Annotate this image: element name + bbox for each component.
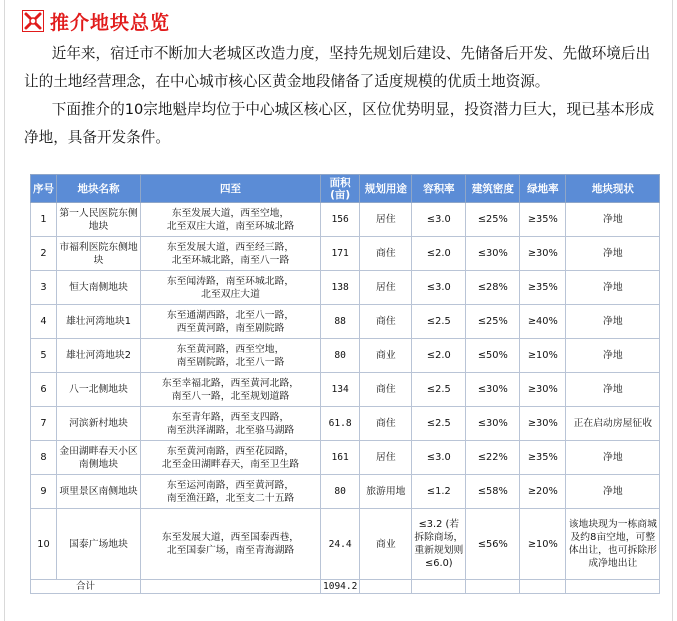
cell-area: 138 (321, 271, 360, 305)
cell-density: ≤28% (466, 271, 520, 305)
cell-total-empty (360, 580, 412, 594)
cell-bounds-line2: 南至渔汪路，北至支二十五路 (166, 492, 295, 504)
section-header (22, 8, 170, 34)
cell-density: ≤56% (466, 509, 520, 580)
cell-bounds (141, 373, 321, 407)
cell-green: ≥35% (520, 271, 566, 305)
cell-bounds-line2: 北至环城北路，南至八一路 (171, 254, 290, 266)
cell-green: ≥10% (520, 339, 566, 373)
cell-green: ≥35% (520, 203, 566, 237)
cell-bounds (141, 441, 321, 475)
cell-green: ≥40% (520, 305, 566, 339)
cell-density: ≤58% (466, 475, 520, 509)
cell-green: ≥30% (520, 237, 566, 271)
table-row (31, 475, 660, 509)
table-row (31, 271, 660, 305)
cell-total-empty (520, 580, 566, 594)
cell-no: 9 (31, 475, 57, 509)
cell-total-empty (466, 580, 520, 594)
cell-density: ≤30% (466, 373, 520, 407)
cell-no: 1 (31, 203, 57, 237)
header-area (321, 175, 360, 203)
cell-area: 80 (321, 339, 360, 373)
cell-density: ≤22% (466, 441, 520, 475)
cell-far: ≤1.2 (412, 475, 466, 509)
cell-bounds-line1: 东至青年路，西至支四路， (171, 411, 290, 423)
cell-use: 商业 (360, 509, 412, 580)
intro-paragraph-1: 近年来，宿迁市不断加大老城区改造力度，坚持先规划后建设、先储备后开发、先做环境后出让的土地经营理念，在中心城市核心区黄金地段储备了适度规模的优质土地资源。 (24, 45, 651, 90)
cell-area: 80 (321, 475, 360, 509)
cell-name: 项里景区南侧地块 (57, 475, 141, 509)
cell-density: ≤30% (466, 407, 520, 441)
cell-bounds-line2: 北至国泰广场，南至青海湖路 (166, 545, 295, 556)
cell-area: 161 (321, 441, 360, 475)
cell-status: 净地 (566, 475, 660, 509)
cell-far: ≤2.5 (412, 373, 466, 407)
intro-paragraph-2: 下面推介的10宗地魁岸均位于中心城区核心区，区位优势明显，投资潜力巨大，现已基本形成净地，具备开发条件。 (24, 101, 655, 146)
cell-area: 134 (321, 373, 360, 407)
cell-density: ≤50% (466, 339, 520, 373)
cell-bounds-line1: 东至发展大道，西至空地， (171, 207, 290, 219)
cell-total-empty (412, 580, 466, 594)
cell-bounds-line2: 北至双庄大道，南至环城北路 (166, 220, 295, 232)
cell-area: 171 (321, 237, 360, 271)
cell-total-label: 合计 (31, 580, 141, 594)
cell-bounds-line1: 东至运河南路，西至黄河路， (166, 479, 295, 491)
table-row (31, 373, 660, 407)
cell-name: 金田湖畔春天小区南侧地块 (57, 441, 141, 475)
cell-use: 商住 (360, 407, 412, 441)
cell-use: 旅游用地 (360, 475, 412, 509)
header-status: 地块现状 (566, 175, 660, 203)
cell-use: 商住 (360, 237, 412, 271)
cell-no: 5 (31, 339, 57, 373)
cell-no: 10 (31, 509, 57, 580)
cell-status: 正在启动房屋征收 (566, 407, 660, 441)
cell-far: ≤2.5 (412, 305, 466, 339)
cell-bounds-line1: 东至黄河路，西至空地， (176, 343, 285, 355)
cell-use: 商住 (360, 305, 412, 339)
header-area-line2: (亩) (330, 188, 351, 201)
cell-bounds (141, 339, 321, 373)
table-header-row (31, 175, 660, 203)
cell-bounds (141, 305, 321, 339)
cell-bounds-line2: 南至洪泽湖路，北至骆马湖路 (166, 424, 295, 436)
cell-name: 第一人民医院东侧地块 (57, 203, 141, 237)
cell-density: ≤30% (466, 237, 520, 271)
cell-far: ≤3.0 (412, 203, 466, 237)
red-x-icon (22, 10, 44, 32)
cell-use: 商住 (360, 373, 412, 407)
cell-bounds-line1: 东至发展大道，西至经三路， (166, 241, 295, 253)
header-far: 容积率 (412, 175, 466, 203)
cell-bounds-line1: 东至发展大道，西至国泰西巷， (161, 532, 300, 543)
cell-area: 156 (321, 203, 360, 237)
cell-green: ≥30% (520, 373, 566, 407)
cell-no: 4 (31, 305, 57, 339)
cell-area: 61.8 (321, 407, 360, 441)
land-table (30, 174, 660, 594)
header-green: 绿地率 (520, 175, 566, 203)
cell-name: 八一北侧地块 (57, 373, 141, 407)
table-row (31, 203, 660, 237)
cell-total-area: 1094.2 (321, 580, 360, 594)
cell-bounds (141, 237, 321, 271)
cell-bounds-line1: 东至幸福北路，西至黄河北路， (161, 377, 300, 389)
cell-far: ≤2.0 (412, 339, 466, 373)
cell-name: 河滨新村地块 (57, 407, 141, 441)
cell-status: 净地 (566, 271, 660, 305)
cell-bounds (141, 407, 321, 441)
cell-use: 商业 (360, 339, 412, 373)
cell-area: 24.4 (321, 509, 360, 580)
cell-green: ≥30% (520, 407, 566, 441)
cell-green: ≥20% (520, 475, 566, 509)
cell-bounds-line2: 北至双庄大道 (201, 288, 260, 300)
cell-total-empty (566, 580, 660, 594)
cell-density: ≤25% (466, 203, 520, 237)
cell-bounds-line1: 东至通湖西路，北至八一路， (166, 309, 295, 321)
cell-far: ≤2.0 (412, 237, 466, 271)
cell-name: 雄壮河湾地块2 (57, 339, 141, 373)
table-row (31, 305, 660, 339)
table-total-row (31, 580, 660, 594)
cell-use: 居住 (360, 203, 412, 237)
table-row (31, 237, 660, 271)
cell-bounds-line2: 北至金田湖畔春天，南至卫生路 (161, 458, 300, 470)
cell-bounds-line2: 南至八一路，北至规划道路 (171, 390, 290, 402)
cell-total-empty (141, 580, 321, 594)
cell-bounds-line2: 南至剧院路，北至八一路 (176, 356, 285, 368)
land-parcel-table (30, 174, 660, 594)
header-no: 序号 (31, 175, 57, 203)
cell-name: 市福利医院东侧地块 (57, 237, 141, 271)
cell-no: 2 (31, 237, 57, 271)
cell-green: ≥10% (520, 509, 566, 580)
intro-text (24, 40, 664, 152)
cell-bounds (141, 509, 321, 580)
cell-status: 净地 (566, 373, 660, 407)
table-row (31, 339, 660, 373)
cell-far: ≤3.2 (若拆除商场，重新规划则≤6.0) (412, 509, 466, 580)
cell-area: 88 (321, 305, 360, 339)
cell-no: 3 (31, 271, 57, 305)
header-use: 规划用途 (360, 175, 412, 203)
cell-use: 居住 (360, 441, 412, 475)
cell-bounds-line1: 东至闻涛路，南至环城北路， (166, 275, 295, 287)
cell-bounds-line2: 西至黄河路，南至剧院路 (176, 322, 285, 334)
table-row (31, 407, 660, 441)
table-row (31, 441, 660, 475)
table-row (31, 509, 660, 580)
cell-bounds-line1: 东至黄河南路，西至花园路， (166, 445, 295, 457)
cell-status: 净地 (566, 305, 660, 339)
cell-name: 国泰广场地块 (57, 509, 141, 580)
header-name: 地块名称 (57, 175, 141, 203)
cell-status: 该地块现为一栋商城及约8亩空地，可整体出让，也可拆除形成净地出让 (566, 509, 660, 580)
cell-name: 恒大南侧地块 (57, 271, 141, 305)
cell-status: 净地 (566, 237, 660, 271)
section-title: 推介地块总览 (50, 11, 171, 34)
cell-name: 雄壮河湾地块1 (57, 305, 141, 339)
cell-bounds (141, 203, 321, 237)
cell-far: ≤3.0 (412, 441, 466, 475)
cell-status: 净地 (566, 203, 660, 237)
cell-density: ≤25% (466, 305, 520, 339)
cell-status: 净地 (566, 339, 660, 373)
cell-bounds (141, 475, 321, 509)
cell-status: 净地 (566, 441, 660, 475)
header-bounds: 四至 (141, 175, 321, 203)
cell-far: ≤2.5 (412, 407, 466, 441)
cell-no: 7 (31, 407, 57, 441)
header-area-line1: 面积 (329, 176, 351, 189)
cell-far: ≤3.0 (412, 271, 466, 305)
cell-no: 8 (31, 441, 57, 475)
header-density: 建筑密度 (466, 175, 520, 203)
cell-green: ≥35% (520, 441, 566, 475)
cell-no: 6 (31, 373, 57, 407)
cell-use: 居住 (360, 271, 412, 305)
cell-bounds (141, 271, 321, 305)
